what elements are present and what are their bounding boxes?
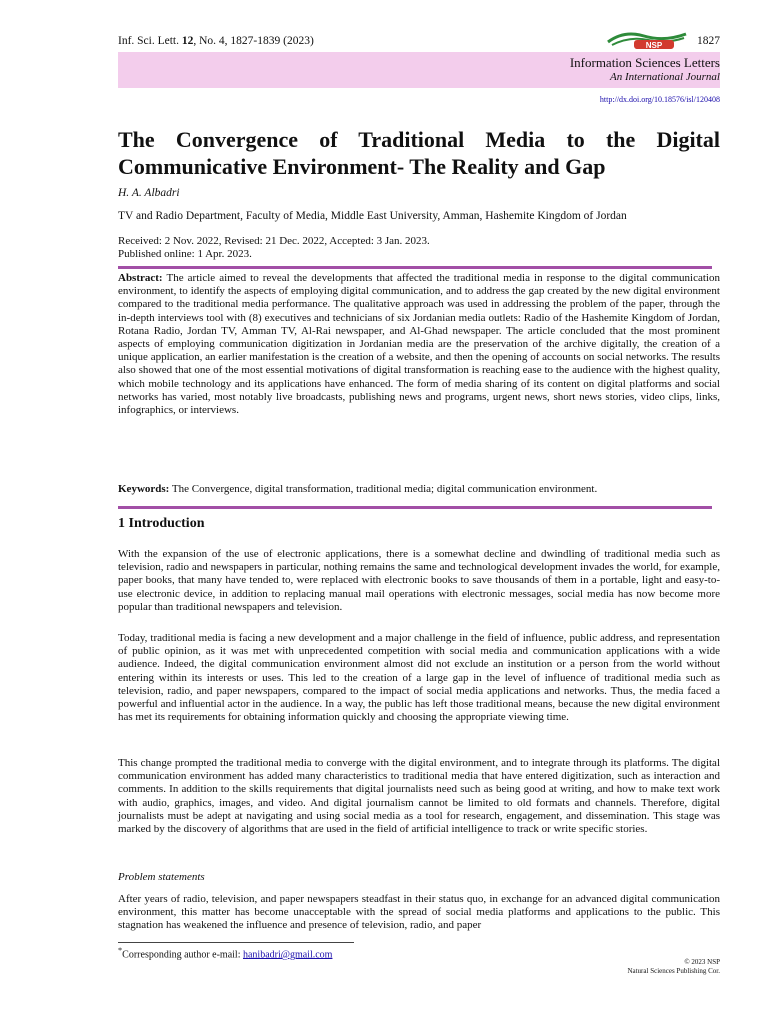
article-title: The Convergence of Traditional Media to the Digital Communicative Environment- The Reality and Gap [118,127,720,179]
keywords [118,483,720,495]
page-number: 1827 [697,35,720,47]
abstract-label: Abstract: [118,272,163,284]
intro-paragraph-2: Today, traditional media is facing a new development and a major challenge in the field of influence, public address, and representation of public opinion, as it was met with unprecedented competition with social media and communication applications with a wide audience. Indeed, the digital communication environment almost did not exclude an institution or a person from the world without entering within its interests or uses. This led to the creation of a large gap in the level of influence of traditional media such as television, radio, and paper newspapers, compared to the impact of social media applications and networks. Thus, the media faced a powerful and influential actor in the audience. In a way, the public has left those traditional means, because the new digital environment has met its requirements for obtaining information quickly and choosing the appropriate viewing time. [118,632,720,724]
keywords-text: The Convergence, digital transformation, traditional media; digital communication environment. [169,483,598,495]
published-date: Published online: 1 Apr. 2023. [118,248,252,260]
abstract-text: The article aimed to reveal the developments that affected the traditional media in response to the digital communication environment, to identify the aspects of employing digital communication, and to address the gap created by the new digital environment compared to the traditional media performance. The qualitative approach was used in addressing the problem of the paper, through the in-depth interviews tool with (8) executives and technicians of six Jordanian media outlets: Radio of the Hashemite Kingdom of Jordan, Rotana Radio, Jordan TV, Amman TV, Al-Rai newspaper, and Al-Ghad newspaper. The article concluded that the most prominent aspects of employing communication digitization in Jordanian media are the preservation of the archive digitally, the creation of a unique application, an earlier manifestation is the creation of a website, and then the opening of accounts on social networks. The results also showed that one of the most essential motivations of digital transformation is reaching ease to the audience with the highest quality, which mobile technology and its applications have enhanced. The form of media sharing of its content on digital platforms and social networks has varied, most notably live broadcasts, publishing news and programs, urgent news, short news stories, video clips, links, infographics, or interviews. [118,272,720,417]
intro-paragraph-4: After years of radio, television, and paper newspapers steadfast in their status quo, in exchange for an advanced digital communication environment, this matter has become unacceptable with the spread of social media platforms and applications to the public. This stagnation has weakened the influence and presence of television, radio, and paper [118,893,720,932]
section-heading-introduction: 1 Introduction [118,516,205,531]
author: H. A. Albadri [118,187,180,199]
citation: Inf. Sci. Lett. 12, No. 4, 1827-1839 (2023) [118,35,314,47]
intro-paragraph-1: With the expansion of the use of electronic applications, there is a somewhat decline and dwindling of traditional media such as television, radio and newspapers in particular, nothing remains the same and technological development invades the world, for example, paper books, that many have tended to, were replaced with electronic books to save thousands of them in a portable, light and easy-to-use electronic device, in addition to replacing manual mail operations with electronic messages, social media has now become more popular than traditional newspapers and television. [118,548,720,613]
copyright: © 2023 NSP Natural Sciences Publishing Cor. [627,958,720,975]
affiliation: TV and Radio Department, Faculty of Media, Middle East University, Amman, Hashemite Kingdom of Jordan [118,210,627,222]
article-dates [118,235,430,261]
abstract [118,272,720,417]
keywords-bottom-rule [118,506,712,509]
abstract-top-rule [118,266,712,269]
footnote: *Corresponding author e-mail: hanibadri@gmail.com [118,946,333,961]
intro-paragraph-3: This change prompted the traditional media to converge with the digital environment, and to integrate through its platforms. The digital communication environment has added many characteristics to traditional media that have entered digitization, such as interaction and comments. In addition to the skills requirements that digital journalists need such as being good at writing, and how to make text work with audio, graphics, images, and video. And digital journalism cannot be limited to old formats and channels. Therefore, digital journalists must be adept at navigating and using social media as a tool for research, engagement, and dissemination. This stage was marked by the discovery of algorithms that are used in the field of artificial intelligence to track or write specific stories. [118,757,720,836]
subheading-problem-statements: Problem statements [118,871,205,883]
author-email-link[interactable]: hanibadri@gmail.com [242,949,333,961]
keywords-label: Keywords: [118,483,170,495]
logo-text: NSP [645,41,663,50]
journal-subtitle: An International Journal [610,71,720,83]
footnote-rule [118,942,354,943]
doi-link[interactable]: http://dx.doi.org/10.18576/isl/120408 [599,95,720,104]
journal-name: Information Sciences Letters [569,55,720,70]
received-dates: Received: 2 Nov. 2022, Revised: 21 Dec. 2022, Accepted: 3 Jan. 2023. [118,235,430,247]
nsp-logo-icon [604,28,690,50]
